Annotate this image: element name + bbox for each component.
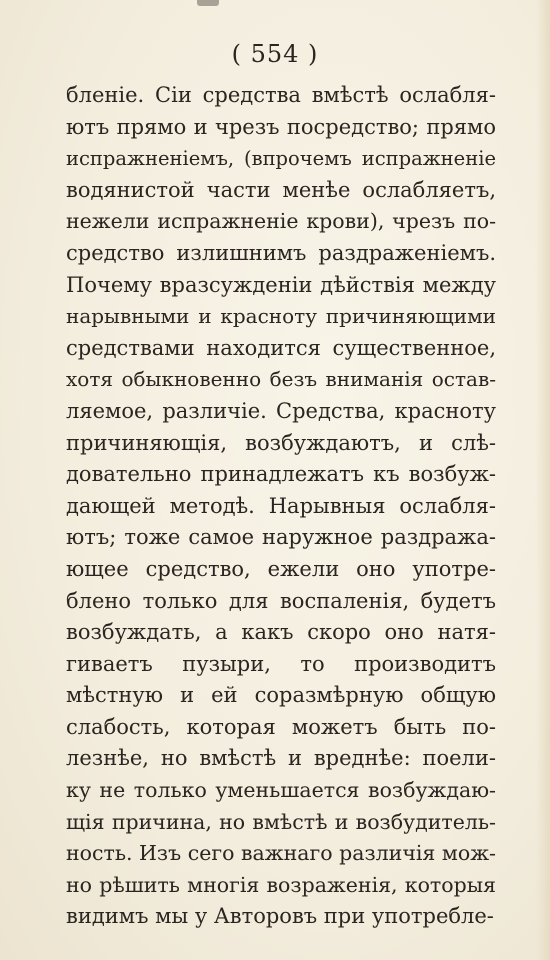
text-line: испражненіемъ, (впрочемъ испражненіе xyxy=(66,147,496,171)
text-line: ку не только уменьшается возбуждаю- xyxy=(66,778,496,803)
text-line: Почему вразсужденіи дѣйствія между xyxy=(66,272,496,297)
text-line: лезнѣе, но вмѣстѣ и вреднѣе: поели- xyxy=(66,746,496,771)
body-text xyxy=(66,80,496,933)
text-line: но рѣшить многія возраженія, которыя xyxy=(66,872,496,897)
text-line: ютъ прямо и чрезъ посредство; прямо xyxy=(66,114,496,139)
text-line: ющее средство, ежели оно употре- xyxy=(66,556,496,581)
text-line: слабость, которая можетъ быть по- xyxy=(66,714,496,739)
text-line: довательно принадлежатъ къ возбуж- xyxy=(66,462,496,487)
text-line: возбуждать, а какъ скоро оно натя- xyxy=(66,620,496,645)
text-line: видимъ мы у Авторовъ при употребле- xyxy=(66,904,494,929)
text-line: ютъ; тоже самое наружное раздража- xyxy=(66,525,496,550)
text-line: причиняющія, возбуждаютъ, и слѣ- xyxy=(66,430,496,455)
text-line: мѣстную и ей соразмѣрную общую xyxy=(66,683,496,708)
text-line: дающей методѣ. Нарывныя ослабля- xyxy=(66,493,496,518)
text-line: хотя обыкновенно безъ вниманія остав- xyxy=(66,367,496,392)
text-line: бленіе. Сіи средства вмѣстѣ ослабля- xyxy=(66,83,496,107)
text-line: средство излишнимъ раздраженіемъ. xyxy=(66,240,496,265)
text-line: блено только для воспаленія, будетъ xyxy=(66,588,496,613)
text-line: нарывными и красноту причиняющими xyxy=(66,304,496,329)
text-line: щія причина, но вмѣстѣ и возбудитель- xyxy=(66,809,496,834)
text-line: средствами находится существенное, xyxy=(66,335,496,360)
text-line: ность. Изъ сего важнаго различія мож- xyxy=(66,841,496,866)
text-line: водянистой части менѣе ослабляетъ, xyxy=(66,177,496,202)
binding-mark xyxy=(197,0,219,6)
text-line: нежели испражненіе крови), чрезъ по- xyxy=(66,209,496,234)
text-line: ляемое, различіе. Средства, красноту xyxy=(66,398,496,423)
text-line: гиваетъ пузыри, то производитъ xyxy=(66,651,496,676)
page-number: ( 554 ) xyxy=(231,40,319,68)
